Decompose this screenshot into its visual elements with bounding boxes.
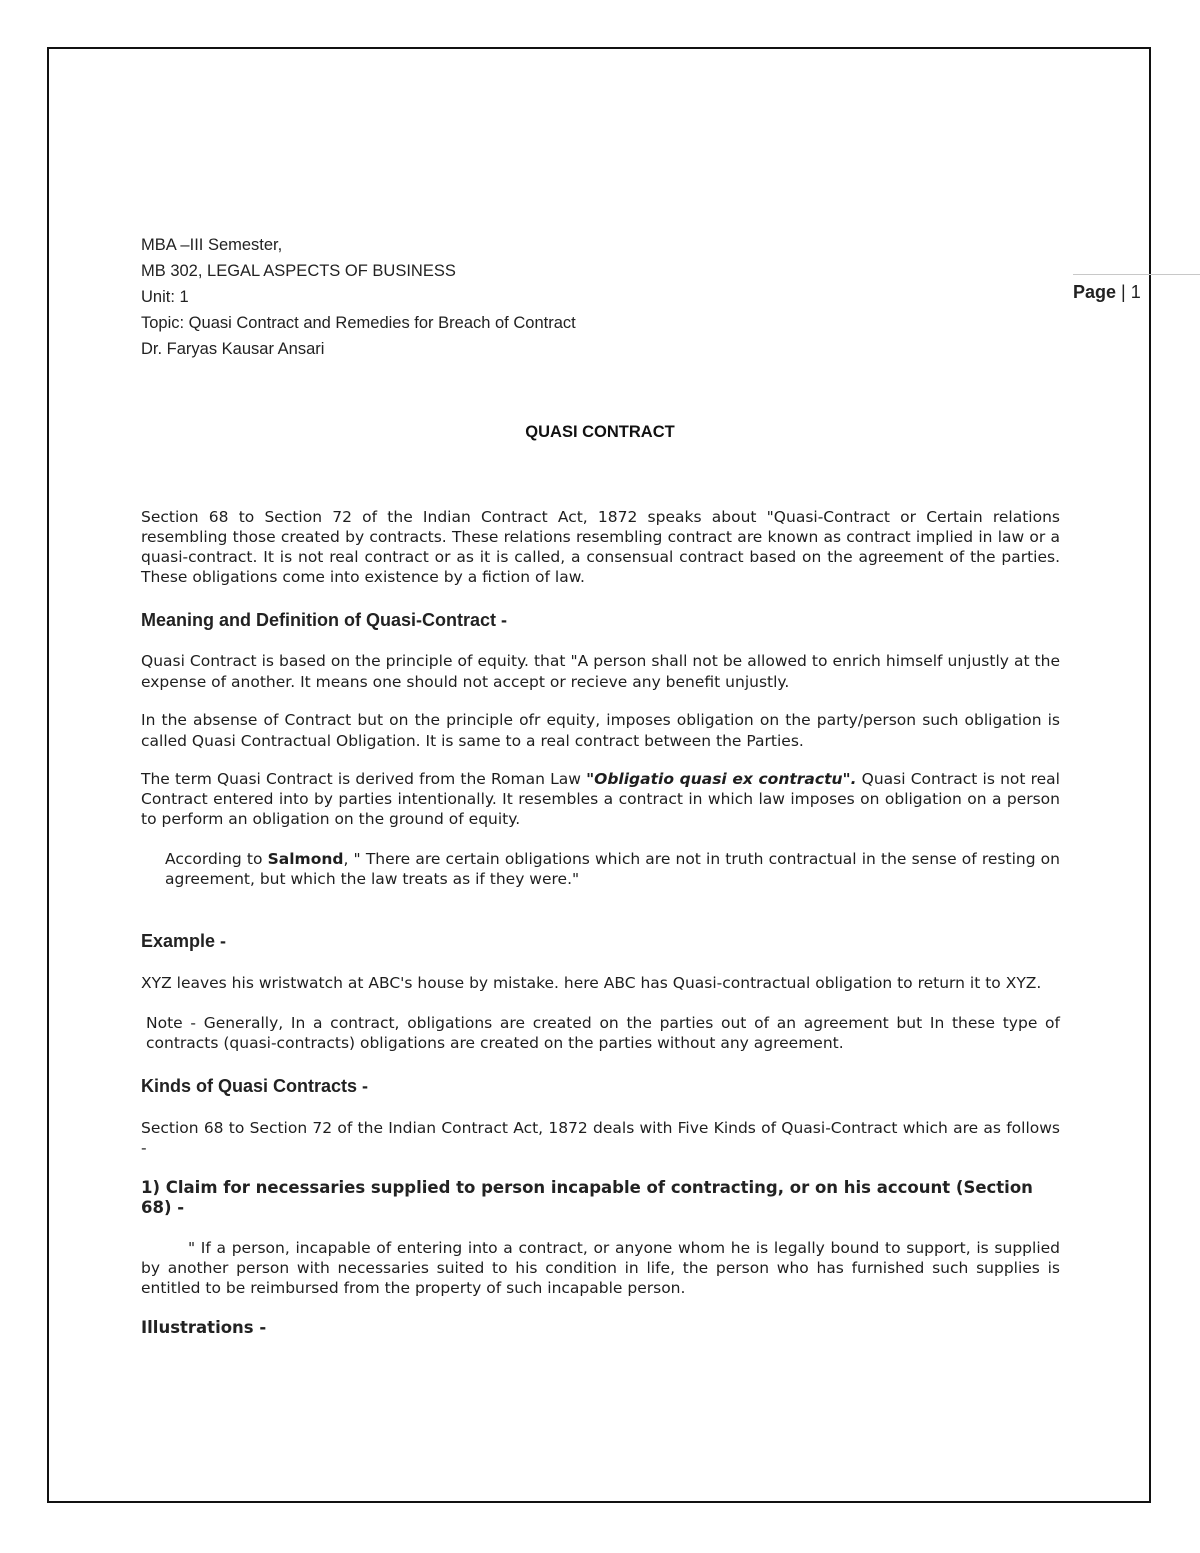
illustrations-heading: Illustrations - [141,1318,267,1337]
salmond-name: Salmond [267,850,344,868]
meaning-heading: Meaning and Definition of Quasi-Contract - [141,610,507,630]
document-header [141,232,576,362]
page-separator: | [1116,282,1131,302]
header-unit: Unit: 1 [141,288,189,306]
page-number [1073,282,1141,303]
note-paragraph: Note - Generally, In a contract, obligations are created on the parties out of an agreement but In these type of contracts (quasi-contracts) obligations are created on the parties without any agreement. [146,1014,1060,1052]
header-course: MB 302, LEGAL ASPECTS OF BUSINESS [141,262,456,280]
header-author: Dr. Faryas Kausar Ansari [141,340,325,358]
section-68-heading: 1) Claim for necessaries supplied to person incapable of contracting, or on his account (Section 68) - [141,1178,1033,1217]
document-body [141,507,1060,1338]
meaning-paragraph-1: Quasi Contract is based on the principle of equity. that "A person shall not be allowed to enrich himself unjustly at the expense of another. It means one should not accept or recieve any benefit unjustly. [141,652,1060,691]
kinds-heading: Kinds of Quasi Contracts - [141,1076,369,1096]
meaning-paragraph-3 [141,769,1060,829]
roman-law-continuation: Quasi Contract is not real Contract entered into by parties intentionally. It resembles a contract in which law imposes on obligation on a person to perform an obligation on the ground of equity. [141,770,1060,828]
document-title: QUASI CONTRACT [525,423,675,441]
salmond-quote [141,849,1060,889]
roman-law-text: The term Quasi Contract is derived from the Roman Law [141,770,587,788]
header-topic: Topic: Quasi Contract and Remedies for Breach of Contract [141,314,576,332]
header-semester: MBA –III Semester, [141,236,283,254]
section-68-quote [141,1238,1060,1298]
section-68-quote-text: " If a person, incapable of entering into a contract, or anyone whom he is legally bound to support, is supplied by another person with necessaries suited to his condition in life, the person who has furnished such supplies is entitled to be reimbursed from the property of such incapable person. [141,1239,1060,1297]
example-paragraph: XYZ leaves his wristwatch at ABC's house by mistake. here ABC has Quasi-contractual obligation to return it to XYZ. [141,974,1042,992]
salmond-intro: According to [165,850,268,868]
kinds-paragraph: Section 68 to Section 72 of the Indian Contract Act, 1872 deals with Five Kinds of Quasi-Contract which are as follows - [141,1119,1060,1157]
latin-term: "Obligatio quasi ex contractu". [586,770,857,788]
page-number-value: 1 [1130,282,1141,302]
example-heading: Example - [141,931,227,951]
salmond-text: , " There are certain obligations which are not in truth contractual in the sense of resting on agreement, but which the law treats as if they were." [165,850,1060,888]
margin-rule [1073,274,1200,275]
intro-paragraph: Section 68 to Section 72 of the Indian Contract Act, 1872 speaks about "Quasi-Contract or Certain relations resembling those created by contracts. These relations resembling contract are known as contract implied in law or a quasi-contract. It is not real contract or as it is called, a consensual contract based on the agreement of the parties. These obligations come into existence by a fiction of law. [141,508,1060,586]
meaning-paragraph-2: In the absense of Contract but on the principle ofr equity, imposes obligation on the party/person such obligation is called Quasi Contractual Obligation. It is same to a real contract between the Parties. [141,711,1060,750]
page-label: Page [1073,282,1117,302]
